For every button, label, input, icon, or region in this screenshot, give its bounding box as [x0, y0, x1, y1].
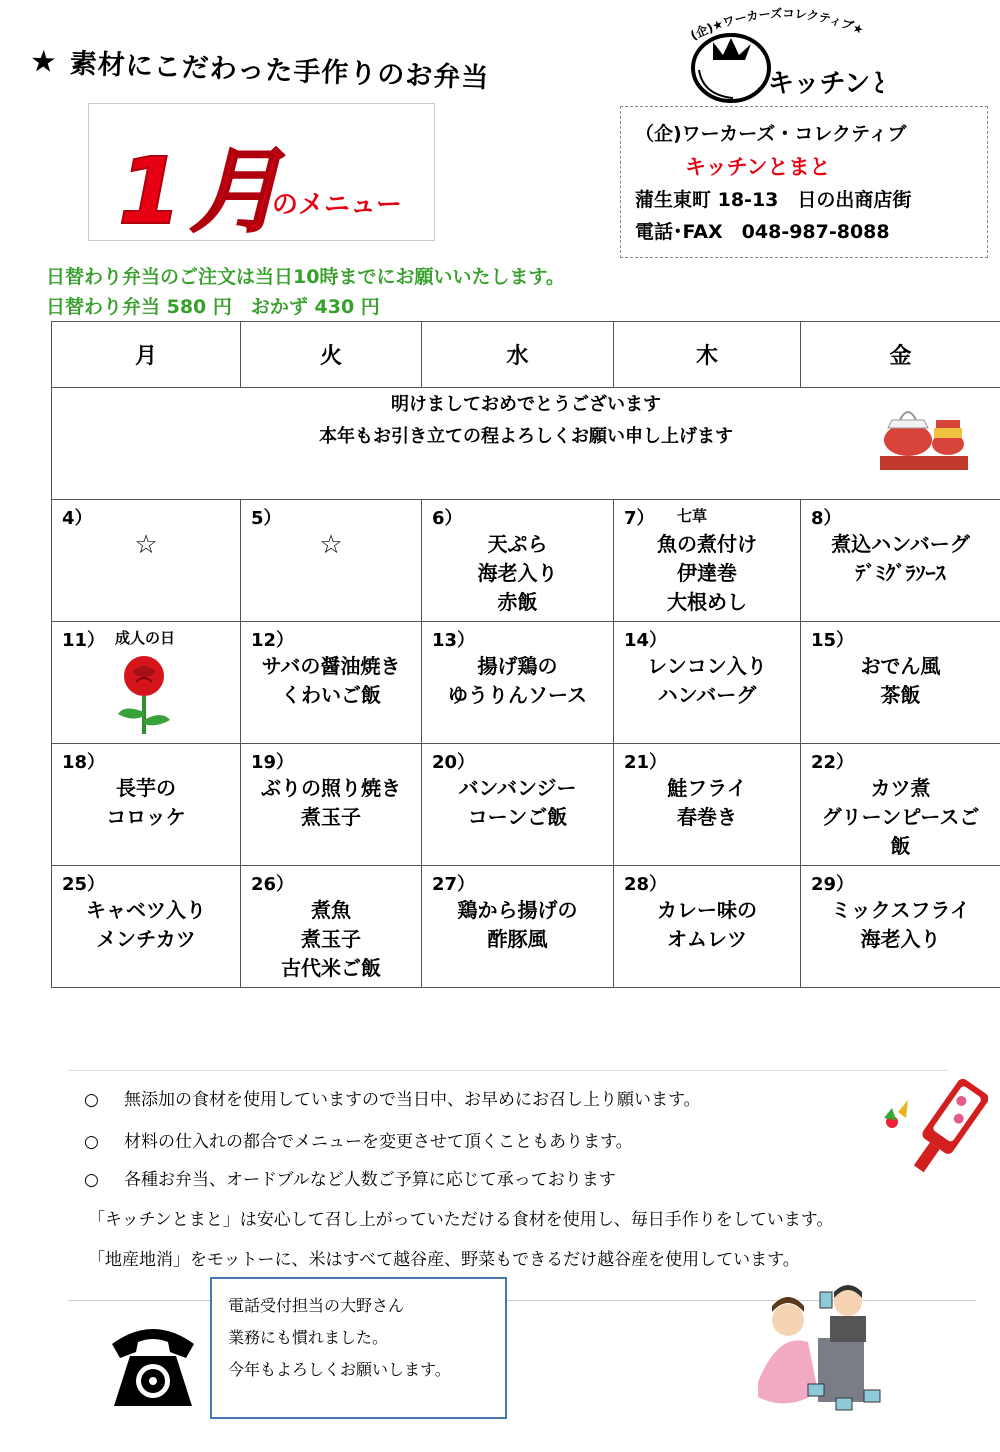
dish-item: おでん風	[860, 654, 941, 678]
month-number: 1月	[118, 138, 291, 245]
dish-item: 煮玉子	[301, 927, 361, 951]
weekday-header-row	[52, 322, 1000, 388]
week-row	[52, 622, 1000, 744]
dish-item: カツ煮	[870, 776, 931, 800]
dish-item: ゆうりんソース	[448, 683, 587, 707]
day-cell	[52, 500, 241, 622]
dish-item: ﾃﾞﾐｸﾞﾗｿｰｽ	[855, 561, 946, 585]
telephone-icon	[108, 1318, 198, 1410]
staff-line-1: 電話受付担当の大野さん	[228, 1296, 405, 1315]
dish-item: グリーンピースご	[821, 805, 980, 829]
day-number: 13）	[432, 630, 476, 651]
day-cell	[422, 500, 614, 622]
dish-item: サバの醤油焼き	[261, 654, 401, 678]
day-number: 15）	[811, 630, 855, 651]
company-address: 蒲生東町 18-13 日の出商店街	[635, 189, 912, 211]
month-suffix: のメニュー	[272, 190, 403, 220]
hagoita-icon	[878, 1072, 988, 1182]
week-row	[52, 866, 1000, 988]
dish-item: 大根めし	[667, 590, 747, 614]
day-cell	[241, 866, 422, 988]
dish-item: メンチカツ	[96, 927, 196, 951]
day-number: 22）	[811, 752, 855, 773]
dish-item: くわいご飯	[281, 683, 381, 707]
new-year-teapot-icon	[878, 398, 970, 474]
day-cell	[614, 622, 801, 744]
dish-item: 酢豚風	[487, 927, 548, 951]
company-info-box	[620, 106, 988, 258]
day-number: 26）	[251, 874, 295, 895]
day-number: 6）	[432, 508, 463, 529]
note-item: ○ 各種お弁当、オードブルなど人数ご予算に応じて承っております	[84, 1170, 616, 1190]
local-produce-paragraph: 「地産地消」をモットーに、米はすべて越谷産、野菜もできるだけ越谷産を使用しています。	[88, 1250, 800, 1270]
day-note: 七草	[677, 507, 708, 525]
dish-item: 揚げ鶏の	[477, 654, 558, 678]
day-note: 成人の日	[115, 629, 176, 647]
dish-item: ミックスフライ	[831, 898, 970, 922]
week-row	[52, 500, 1000, 622]
day-number: 18）	[62, 752, 106, 773]
menu-calendar	[51, 321, 1000, 988]
day-number: 21）	[624, 752, 668, 773]
dish-item: ハンバーグ	[657, 683, 757, 707]
tagline-text: 素材にこだわった手作りのお弁当	[69, 48, 490, 95]
tagline	[29, 40, 490, 95]
staff-line-2: 業務にも慣れました。	[228, 1328, 389, 1347]
day-number: 14）	[624, 630, 668, 651]
staff-message-box	[210, 1277, 507, 1419]
day-cell	[241, 622, 422, 744]
dish-item: 茶飯	[880, 683, 921, 707]
quality-paragraph: 「キッチンとまと」は安心して召し上がっていただける食材を使用し、毎日手作りをしています。	[88, 1210, 834, 1230]
star-outline-icon: ☆	[319, 530, 343, 560]
day-number: 27）	[432, 874, 476, 895]
order-deadline-notice: 日替わり弁当のご注文は当日10時までにお願いいたします。	[46, 266, 565, 288]
dish-item: ぶりの照り焼き	[261, 776, 401, 800]
dish-item: 赤飯	[497, 590, 538, 614]
day-cell	[801, 500, 1000, 622]
note-item: ○ 材料の仕入れの都合でメニューを変更させて頂くこともあります。	[84, 1132, 633, 1152]
weekday-thu: 木	[614, 322, 801, 388]
company-name: キッチンとまと	[685, 155, 831, 179]
dish-item: 飯	[890, 834, 911, 858]
day-cell	[614, 744, 801, 866]
dish-item: バンバンジー	[458, 776, 577, 800]
week-row	[52, 744, 1000, 866]
dish-item: オムレツ	[667, 927, 747, 951]
day-number: 11）	[62, 630, 106, 651]
dish-item: 春巻き	[677, 805, 737, 829]
dish-item: カレー味の	[657, 898, 757, 922]
dish-item: コーンご飯	[467, 805, 568, 829]
day-number: 12）	[251, 630, 295, 651]
day-cell	[801, 866, 1000, 988]
dish-item: 天ぷら	[487, 532, 548, 556]
day-cell	[422, 744, 614, 866]
dish-item: キャベツ入り	[86, 898, 206, 922]
weekday-wed: 水	[422, 322, 614, 388]
dish-item: 古代米ご飯	[281, 956, 381, 980]
day-cell	[801, 744, 1000, 866]
company-phone: 電話･FAX 048-987-8088	[635, 221, 890, 243]
day-number: 20）	[432, 752, 476, 773]
day-cell	[241, 744, 422, 866]
greeting-cell	[52, 388, 1000, 500]
day-cell	[52, 866, 241, 988]
karuta-players-illustration	[748, 1272, 898, 1422]
day-cell	[52, 744, 241, 866]
staff-line-3: 今年もよろしくお願いします。	[228, 1360, 451, 1379]
dish-item: 鮭フライ	[667, 776, 747, 800]
day-cell	[422, 866, 614, 988]
day-number: 19）	[251, 752, 295, 773]
dish-item: 海老入り	[860, 927, 941, 951]
dish-item: 長芋の	[116, 776, 176, 800]
day-cell	[52, 622, 241, 744]
day-number: 25）	[62, 874, 106, 895]
star-icon: ★	[29, 44, 59, 80]
dish-item: 海老入り	[477, 561, 558, 585]
day-cell	[801, 622, 1000, 744]
dish-item: 煮魚	[311, 898, 351, 922]
greeting-line-2: 本年もお引き立ての程よろしくお願い申し上げます	[319, 426, 733, 447]
day-cell	[614, 500, 801, 622]
company-org: （企)ワーカーズ・コレクティブ	[635, 123, 907, 145]
day-number: 8）	[811, 508, 842, 529]
tomato-icon	[693, 35, 769, 101]
day-number: 4）	[62, 508, 93, 529]
day-cell	[614, 866, 801, 988]
logo-name: キッチン	[768, 69, 871, 99]
dish-item: 鶏から揚げの	[457, 898, 578, 922]
day-number: 7）	[624, 508, 655, 529]
company-logo	[683, 0, 883, 108]
dish-item: レンコン入り	[647, 654, 767, 678]
note-item: ○ 無添加の食材を使用していますので当日中、お早めにお召し上り願います。	[84, 1090, 701, 1110]
day-cell	[422, 622, 614, 744]
dish-item: コロッケ	[106, 805, 186, 829]
dish-item: 煮玉子	[301, 805, 361, 829]
day-number: 28）	[624, 874, 668, 895]
weekday-mon: 月	[52, 322, 241, 388]
day-cell	[241, 500, 422, 622]
greeting-line-1: 明けましておめでとうございます	[391, 394, 661, 415]
day-number: 5）	[251, 508, 282, 529]
dish-item: 煮込ハンバーグ	[831, 532, 970, 556]
weekday-fri: 金	[801, 322, 1000, 388]
price-notice: 日替わり弁当 580 円 おかず 430 円	[46, 296, 380, 318]
star-outline-icon: ☆	[134, 530, 158, 560]
dish-item: 伊達巻	[677, 561, 737, 585]
day-number: 29）	[811, 874, 855, 895]
calendar-weeks	[52, 500, 1000, 988]
dish-item: 魚の煮付け	[657, 532, 757, 556]
weekday-tue: 火	[241, 322, 422, 388]
rose-icon	[104, 652, 184, 736]
logo-arc-text: (企)★ワーカーズコレクティブ★	[688, 6, 866, 43]
notes-section	[68, 1070, 948, 1303]
greeting-row	[52, 388, 1000, 500]
